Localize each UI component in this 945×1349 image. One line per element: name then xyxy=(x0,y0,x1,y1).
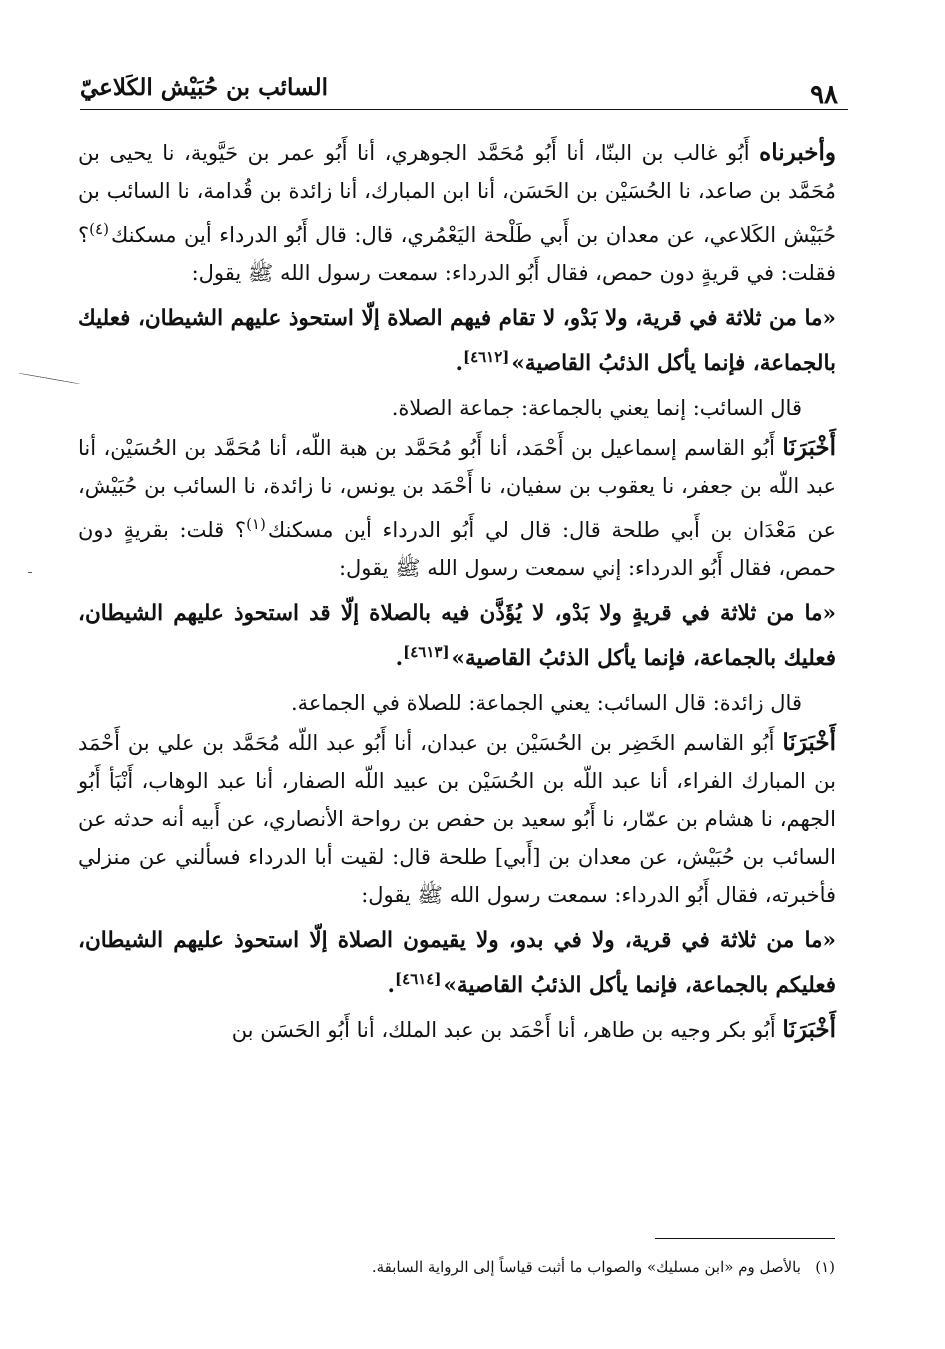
paragraph-text: أَبُو القاسم الخَضِر بن الحُسَيْن بن عبدان، أنا أَبُو عبد اللّه مُحَمَّد بن علي بن أَحْمَد بن المبارك الفراء، أنا عبد اللّه بن الحُسَيْن بن عبيد اللّه الصفار، أنا عبد الوهاب، أَنْبَأ أَبُو الجهم، نا هشام بن عمّار، نا أَبُو سعيد بن حفص بن رواحة الأنصاري، عن أَبيه أنه حدثه عن السائب بن حُبَيْش، عن معدان بن [أَبي] طلحة قال: لقيت أبا الدرداء فسألني عن منزلي فأخبرته، فقال أَبُو الدرداء: سمعت رسول الله ﷺ يقول: xyxy=(78,731,836,908)
paragraph-text: أَبُو القاسم إسماعيل بن أَحْمَد، أنا أَبُو مُحَمَّد بن هبة اللّه، أنا مُحَمَّد بن الحُسَيْن، أنا عبد اللّه بن جعفر، نا يعقوب بن سفيان، نا أَحْمَد بن يونس، نا زائدة، نا السائب بن حُبَيْش، عن مَعْدَان بن أَبي طلحة قال: قال لي أَبُو الدرداء أين مسكنك xyxy=(78,436,837,543)
paragraph-lead: أَخْبَرَنَا xyxy=(782,1016,836,1044)
footnote xyxy=(290,1256,835,1278)
running-title: السائب بن حُبَيْش الكَلاعيّ xyxy=(80,74,328,101)
paragraph-isnad-3 xyxy=(78,724,836,914)
paragraph-lead: أَخْبَرَنَا xyxy=(782,729,836,757)
hadith-number: [٤٦١٢] xyxy=(462,348,510,366)
paragraph-isnad-1 xyxy=(78,134,836,292)
paragraph-text: أَبُو غالب بن البنّا، أنا أَبُو مُحَمَّد الجوهري، أنا أَبُو عمر بن حَيَّوية، نا يحيى بن مُحَمَّد بن صاعد، نا الحُسَيْن بن الحَسَن، أنا ابن المبارك، أنا زائدة بن قُدامة، نا السائب بن حُبَيْش الكَلاعي، عن معدان بن أَبي طَلْحة اليَعْمُري، قال: قال أَبُو الدرداء أين مسكنك xyxy=(78,141,836,247)
hadith-quote-2 xyxy=(78,595,836,678)
margin-dot-mark xyxy=(28,572,32,573)
paragraph-tail: . xyxy=(395,646,404,672)
quote-text: «ما من ثلاثة في قرية، ولا في بدو، ولا يقيمون الصلاة إلّا استحوذ عليهم الشيطان، فعليكم بالجماعة، فإنما يأكل الذئبُ القاصية» xyxy=(78,928,836,999)
footnote-rule xyxy=(655,1238,835,1239)
paragraph-tail: . xyxy=(455,351,463,377)
paragraph-text: أَبُو بكر وجيه بن طاهر، أنا أَحْمَد بن عبد الملك، أنا أَبُو الحَسَن بن xyxy=(231,1018,776,1043)
paragraph-isnad-4 xyxy=(78,1011,836,1049)
paragraph-tail: ؟ فقلت: في قريةٍ دون حمص، فقال أَبُو الدرداء: سمعت رسول الله ﷺ يقول: xyxy=(78,223,836,285)
paragraph-tail: ؟ قلت: بقريةٍ دون حمص، فقال أَبُو الدرداء: إني سمعت رسول الله ﷺ يقول: xyxy=(78,518,836,581)
footnote-number: (١) xyxy=(815,1258,835,1276)
page-body xyxy=(78,134,836,1051)
paragraph-lead: وأخبرناه xyxy=(759,139,836,166)
quote-text: «ما من ثلاثة في قرية، ولا بَدْو، لا تقام فيهم الصلاة إلّا استحوذ عليهم الشيطان، فعليك بالجماعة، فإنما يأكل الذئبُ القاصية» xyxy=(78,306,836,377)
narrator-comment-2: قال زائدة: قال السائب: يعني الجماعة: للصلاة في الجماعة. xyxy=(290,691,802,716)
footnote-text: بالأصل وم «ابن مسليك» والصواب ما أثبت قياساً إلى الرواية السابقة. xyxy=(371,1258,801,1276)
header-rule xyxy=(80,109,848,110)
paragraph-lead: أَخْبَرَنَا xyxy=(782,434,836,462)
page-header xyxy=(80,66,850,108)
hadith-number: [٤٦١٣] xyxy=(403,643,450,662)
hadith-quote-1 xyxy=(78,300,836,383)
narrator-comment-1: قال السائب: إنما يعني بالجماعة: جماعة الصلاة. xyxy=(391,396,802,421)
paragraph-tail: . xyxy=(387,973,396,999)
quote-text: «ما من ثلاثة في قريةٍ ولا بَدْو، لا يُؤَذَّن فيه بالصلاة إلّا قد استحوذ عليهم الشيطان، فعليك بالجماعة، فإنما يأكل الذئبُ القاصية» xyxy=(78,601,836,672)
paragraph-isnad-2 xyxy=(78,429,836,587)
hadith-number: [٤٦١٤] xyxy=(395,970,442,989)
footnote-ref: (١) xyxy=(246,515,266,534)
margin-scan-mark xyxy=(18,373,79,385)
page-number: ٩٨ xyxy=(810,80,838,110)
footnote-ref: (٤) xyxy=(89,220,109,238)
hadith-quote-3 xyxy=(78,922,836,1005)
